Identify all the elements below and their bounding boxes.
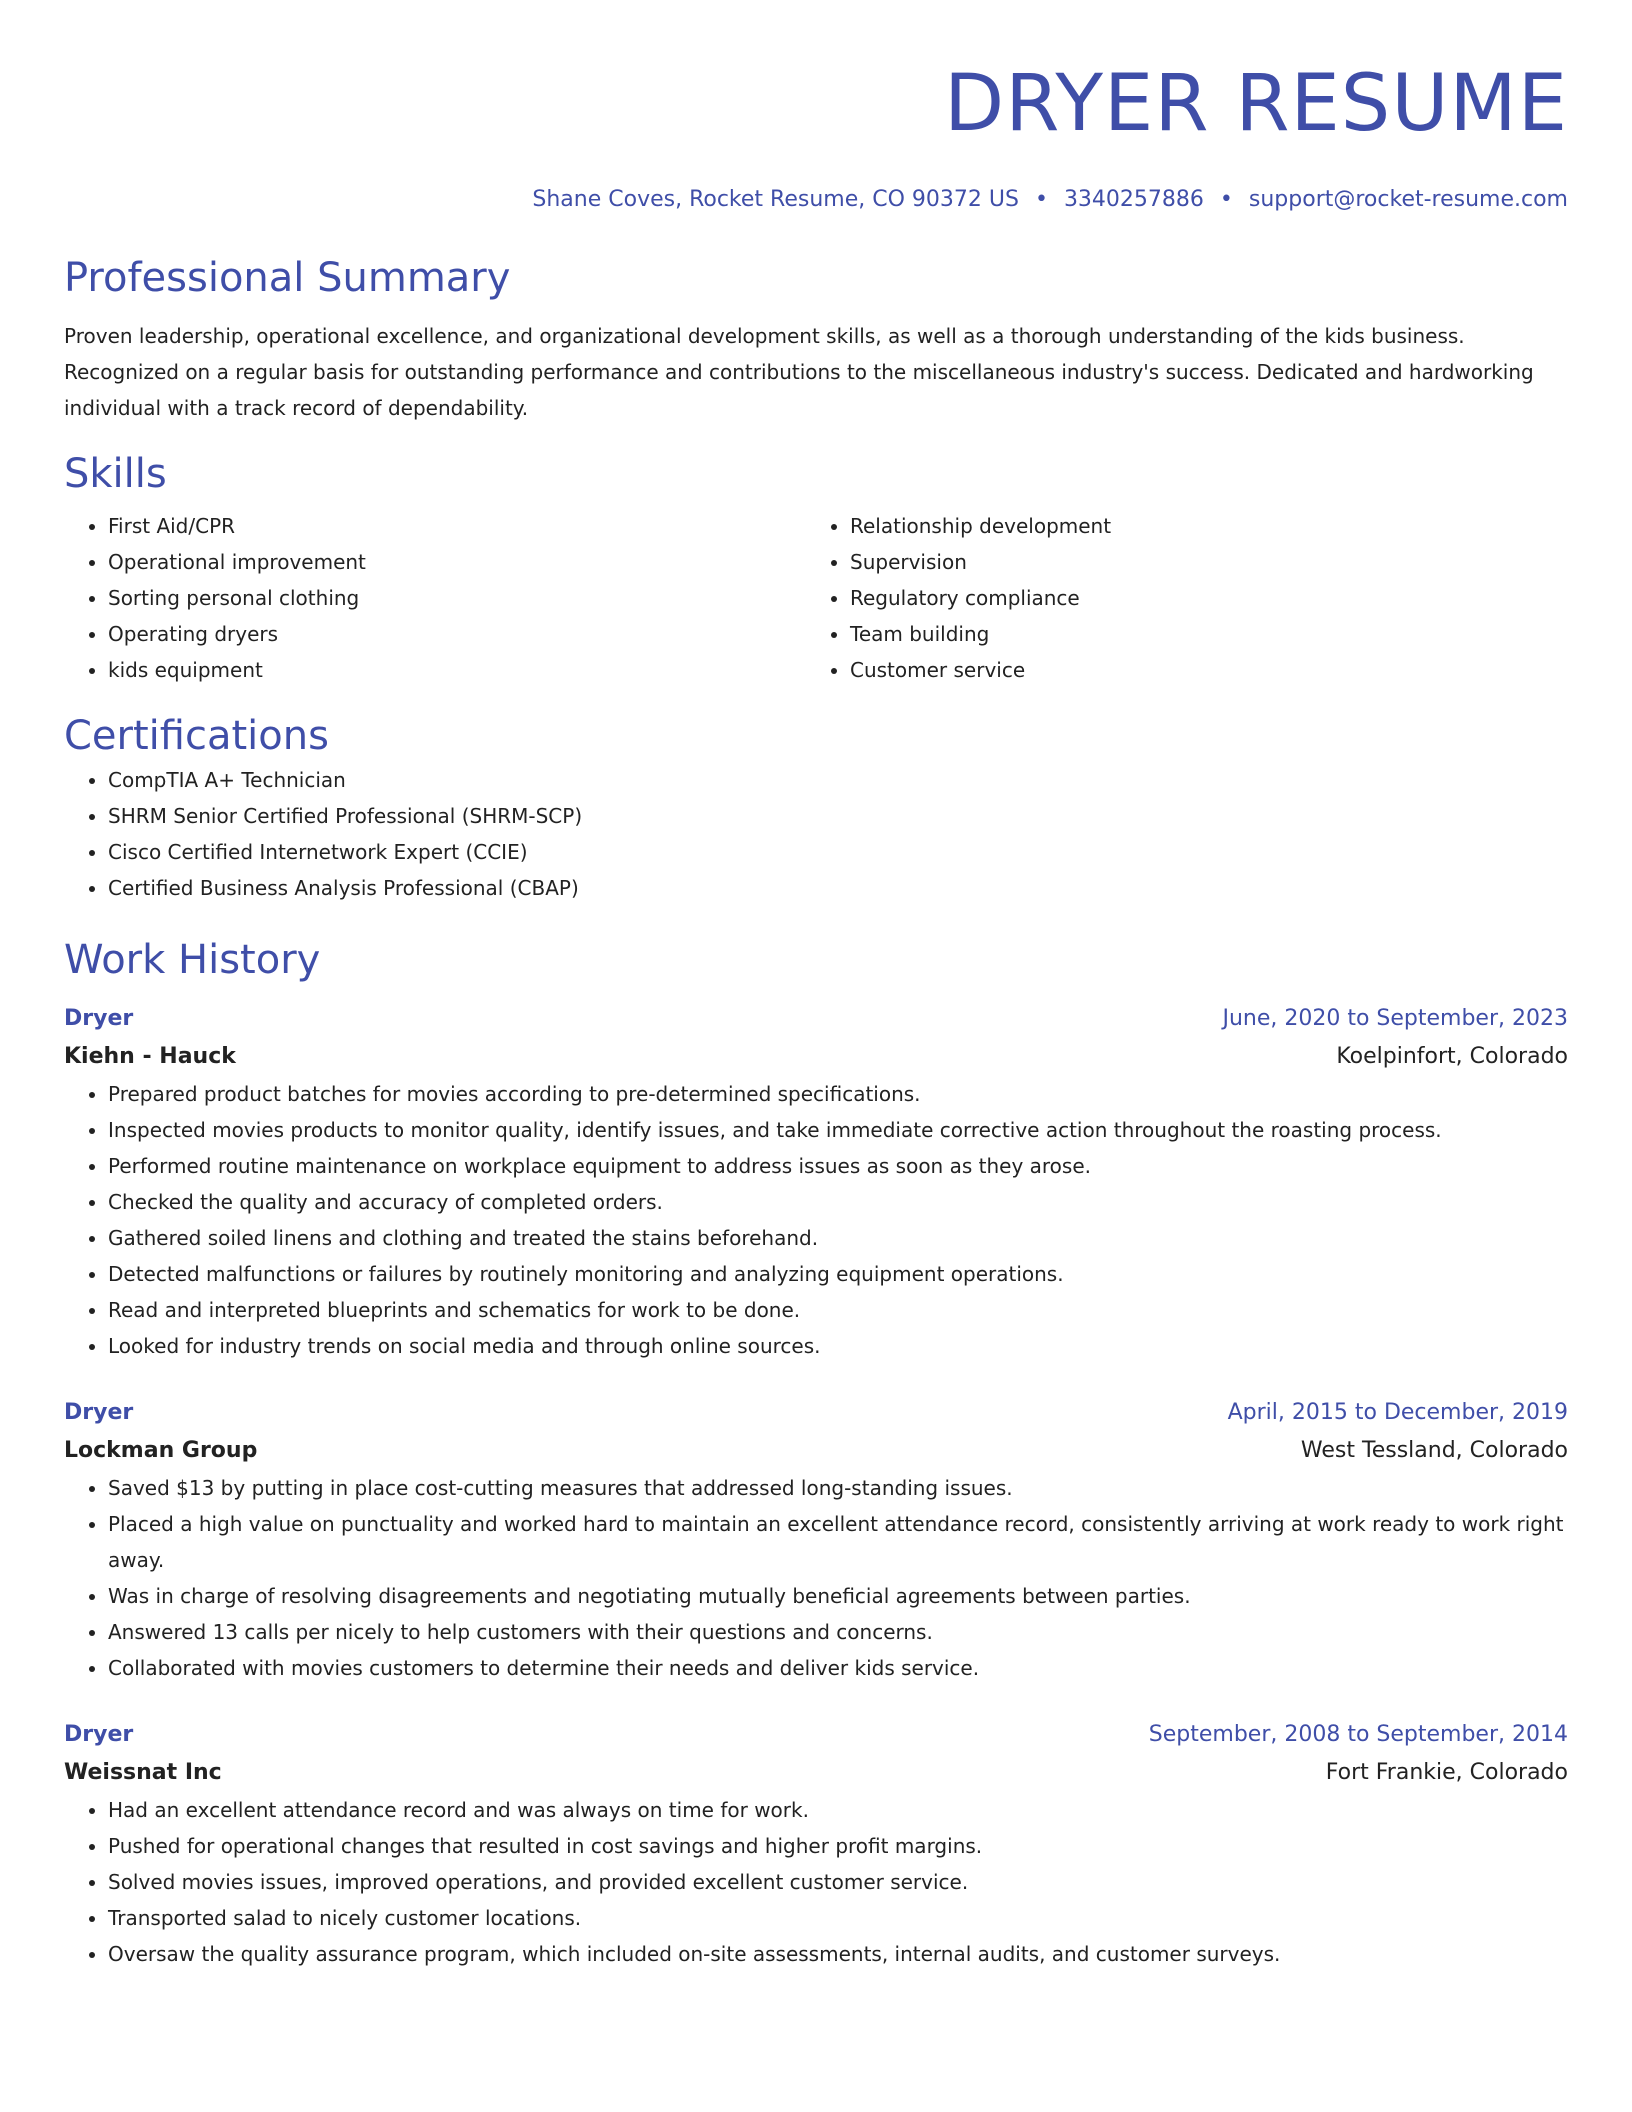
job-header-row <box>64 1716 1568 1754</box>
summary-heading: Professional Summary <box>64 255 511 301</box>
job-duty: • Oversaw the quality assurance program, which included on-site assessments, internal audits, and customer surveys. <box>108 1936 1568 1972</box>
certifications-heading: Certifications <box>64 713 329 759</box>
job-role: Dryer <box>64 1722 134 1747</box>
job-duty: • Placed a high value on punctuality and worked hard to maintain an excellent attendance record, consistently arriving at work ready to work right away. <box>108 1506 1568 1578</box>
certification-item: • Cisco Certified Internetwork Expert (CCIE) <box>108 834 1568 870</box>
certification-item: • SHRM Senior Certified Professional (SHRM-SCP) <box>108 798 1568 834</box>
job-subheader-row <box>64 1038 1568 1076</box>
job-duty: • Pushed for operational changes that resulted in cost savings and higher profit margins. <box>108 1828 1568 1864</box>
skill-item: • Regulatory compliance <box>850 580 1548 616</box>
contact-separator: • <box>1034 187 1048 212</box>
job-entry <box>64 1000 1568 1364</box>
certification-item: • Certified Business Analysis Professional (CBAP) <box>108 870 1568 906</box>
job-role: Dryer <box>64 1400 134 1425</box>
job-duty: • Prepared product batches for movies according to pre-determined specifications. <box>108 1076 1568 1112</box>
job-duty: • Had an excellent attendance record and was always on time for work. <box>108 1792 1568 1828</box>
skills-heading: Skills <box>64 451 167 497</box>
job-duty: • Was in charge of resolving disagreements and negotiating mutually beneficial agreements between parties. <box>108 1578 1568 1614</box>
job-company: Kiehn - Hauck <box>64 1044 236 1069</box>
job-location: Fort Frankie, Colorado <box>1325 1760 1568 1785</box>
contact-separator: • <box>1219 187 1233 212</box>
skills-grid <box>64 508 1568 688</box>
skill-item: • Operating dryers <box>108 616 806 652</box>
work-history-list <box>64 1000 1568 1972</box>
job-duty: • Collaborated with movies customers to determine their needs and deliver kids service. <box>108 1650 1568 1686</box>
job-company: Lockman Group <box>64 1438 258 1463</box>
job-duty: • Inspected movies products to monitor quality, identify issues, and take immediate corrective action throughout the roasting process. <box>108 1112 1568 1148</box>
job-header-row <box>64 1394 1568 1432</box>
skills-column-right <box>806 508 1548 688</box>
skill-item: • Customer service <box>850 652 1548 688</box>
skill-item: • kids equipment <box>108 652 806 688</box>
job-dates: June, 2020 to September, 2023 <box>1222 1006 1568 1031</box>
job-subheader-row <box>64 1432 1568 1470</box>
skill-item: • First Aid/CPR <box>108 508 806 544</box>
job-role: Dryer <box>64 1006 134 1031</box>
job-duty: • Transported salad to nicely customer locations. <box>108 1900 1568 1936</box>
certifications-list <box>64 762 1568 906</box>
job-company: Weissnat Inc <box>64 1760 222 1785</box>
contact-email[interactable]: support@rocket-resume.com <box>1248 187 1568 212</box>
job-duties-list <box>64 1076 1568 1364</box>
skills-list-right <box>806 508 1548 688</box>
skills-list-left <box>64 508 806 688</box>
job-subheader-row <box>64 1754 1568 1792</box>
work-history-heading: Work History <box>64 937 321 983</box>
contact-phone: 3340257886 <box>1063 187 1204 212</box>
job-header-row <box>64 1000 1568 1038</box>
job-duties-list <box>64 1792 1568 1972</box>
resume-title: DRYER RESUME <box>944 59 1568 149</box>
job-duties-list <box>64 1470 1568 1686</box>
job-location: West Tessland, Colorado <box>1300 1438 1568 1463</box>
certification-item: • CompTIA A+ Technician <box>108 762 1568 798</box>
job-duty: • Saved $13 by putting in place cost-cutting measures that addressed long-standing issues. <box>108 1470 1568 1506</box>
job-duty: • Performed routine maintenance on workplace equipment to address issues as soon as they arose. <box>108 1148 1568 1184</box>
skill-item: • Team building <box>850 616 1548 652</box>
job-location: Koelpinfort, Colorado <box>1336 1044 1568 1069</box>
contact-address: Shane Coves, Rocket Resume, CO 90372 US <box>532 187 1019 212</box>
job-entry <box>64 1394 1568 1686</box>
job-duty: • Solved movies issues, improved operations, and provided excellent customer service. <box>108 1864 1568 1900</box>
job-entry <box>64 1716 1568 1972</box>
skills-column-left <box>64 508 806 688</box>
skill-item: • Supervision <box>850 544 1548 580</box>
skill-item: • Operational improvement <box>108 544 806 580</box>
job-duty: • Read and interpreted blueprints and schematics for work to be done. <box>108 1292 1568 1328</box>
job-duty: • Checked the quality and accuracy of completed orders. <box>108 1184 1568 1220</box>
job-duty: • Detected malfunctions or failures by routinely monitoring and analyzing equipment operations. <box>108 1256 1568 1292</box>
skill-item: • Relationship development <box>850 508 1548 544</box>
contact-line <box>64 184 1568 216</box>
job-duty: • Looked for industry trends on social media and through online sources. <box>108 1328 1568 1364</box>
job-dates: September, 2008 to September, 2014 <box>1148 1722 1568 1747</box>
summary-text: Proven leadership, operational excellence, and organizational development skills, as well as a thorough understanding of the kids business. Recognized on a regular basis for outstanding performance and contributions to the miscellaneous industry's success. Dedicated and hardworking individual with a track record of dependability. <box>64 324 1534 420</box>
job-dates: April, 2015 to December, 2019 <box>1227 1400 1568 1425</box>
job-duty: • Answered 13 calls per nicely to help customers with their questions and concerns. <box>108 1614 1568 1650</box>
skill-item: • Sorting personal clothing <box>108 580 806 616</box>
job-duty: • Gathered soiled linens and clothing and treated the stains beforehand. <box>108 1220 1568 1256</box>
